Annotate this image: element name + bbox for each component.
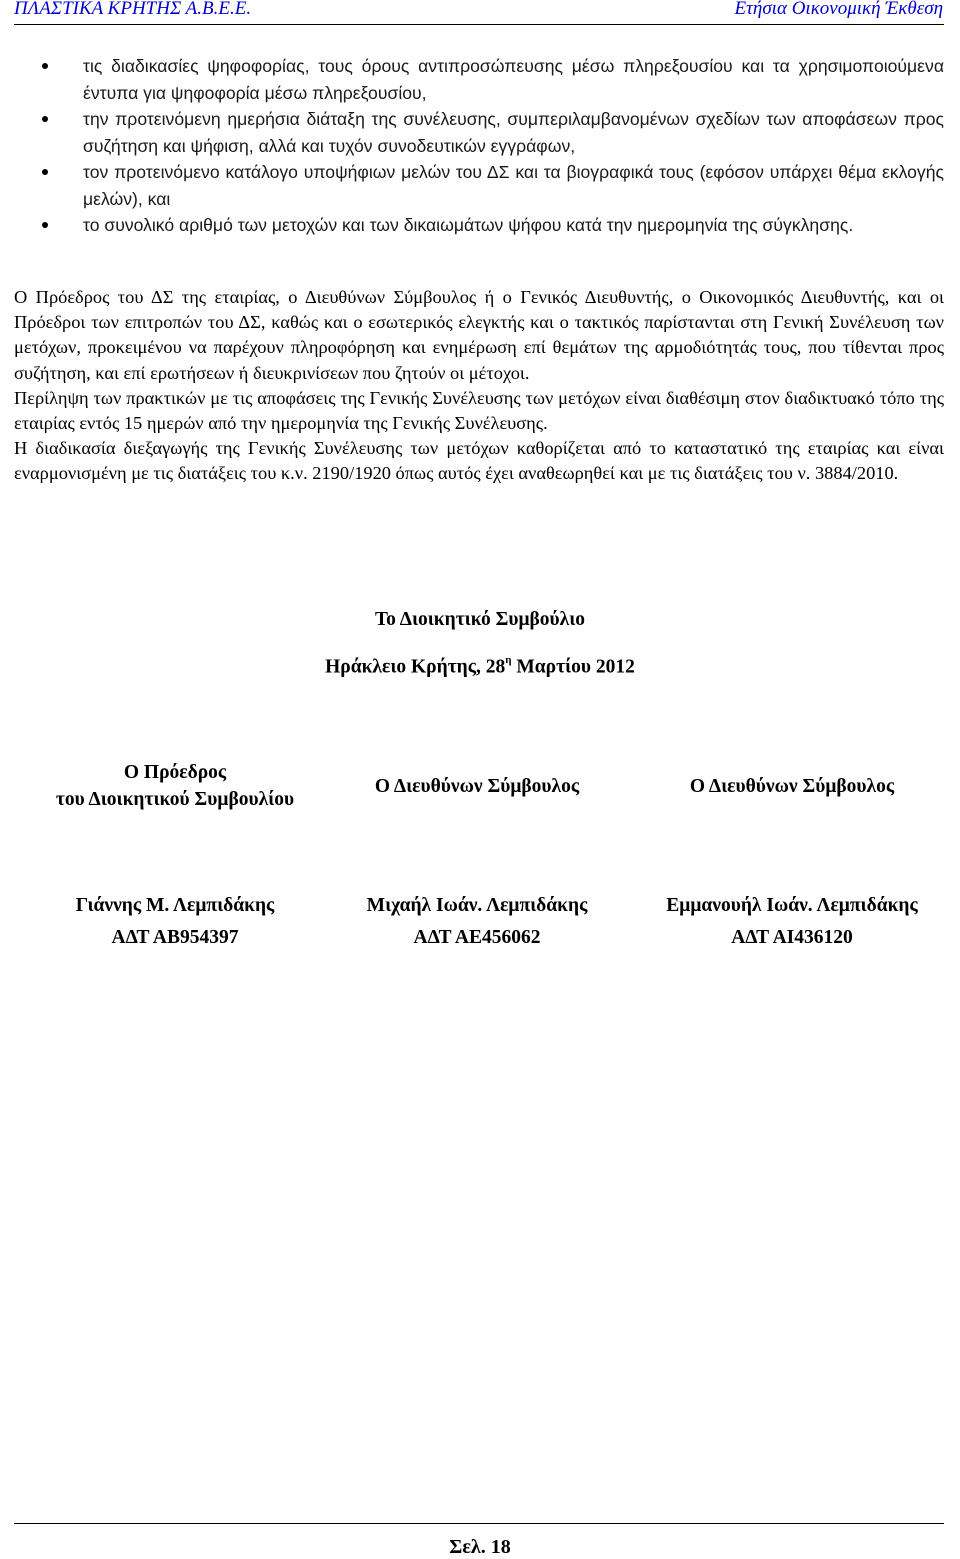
signatory-ceo-1 [322, 758, 632, 951]
signatory-id: ΑΔΤ ΑΒ954397 [111, 927, 239, 948]
bullet-icon [42, 116, 48, 122]
page-number: Σελ. 18 [449, 1536, 511, 1558]
signatory-name: Γιάννης Μ. Λεμπιδάκης [75, 895, 275, 916]
place-date: Ηράκλειο Κρήτης, $28^\eta$ Μαρτίου 2012 [325, 654, 635, 678]
footer-divider [14, 1523, 944, 1524]
signatory-role: Ο Πρόεδρος του Διοικητικού Συμβουλίου [55, 762, 295, 810]
report-title: Ετήσια Οικονομική Έκθεση [734, 0, 943, 19]
bullet-icon [42, 63, 48, 69]
bullet-list [18, 53, 944, 239]
list-item: τον προτεινόμενο κατάλογο υποψήφιων μελών του ΔΣ και τα βιογραφικά τους (εφόσον υπάρχει θέμα εκλογής μελών), και [18, 159, 944, 212]
body-text [14, 285, 944, 487]
paragraph-attendance: Ο Πρόεδρος του ΔΣ της εταιρίας, ο Διευθύνων Σύμβουλος ή ο Γενικός Διευθυντής, ο Οικονομικός Διευθυντής, και οι Πρόεδροι των επιτροπών του ΔΣ, καθώς και ο εσωτερικός ελεγκτής και ο τακτικός παρίστανται στη Γενική Συνέλευση των μετόχων, προκειμένου να παρέχουν πληροφόρηση και ενημέρωση επί θεμάτων της αρμοδιότητάς τους, που τίθενται προς συζήτηση, και επί ερωτήσεων ή διευκρινίσεων που ζητούν οι μέτοχοι. [14, 287, 944, 383]
signatory-name: Εμμανουήλ Ιωάν. Λεμπιδάκης [666, 895, 918, 916]
signatory-role: Ο Διευθύνων Σύμβουλος [374, 775, 580, 797]
signatory-name: Μιχαήλ Ιωάν. Λεμπιδάκης [366, 895, 588, 916]
header-divider [14, 24, 944, 25]
company-name: ΠΛΑΣΤΙΚΑ ΚΡΗΤΗΣ Α.Β.Ε.Ε. [14, 0, 252, 19]
signatory-id: ΑΔΤ ΑΕ456062 [413, 927, 541, 948]
signatory-id: ΑΔΤ ΑΙ436120 [731, 927, 853, 948]
signatory-role: Ο Διευθύνων Σύμβουλος [689, 775, 895, 797]
bullet-icon [42, 169, 48, 175]
list-item: τις διαδικασίες ψηφοφορίας, τους όρους αντιπροσώπευσης μέσω πληρεξουσίου και τα χρησιμοποιούμενα έντυπα για ψηφοφορία μέσω πληρεξουσίου, [18, 53, 944, 106]
list-item: την προτεινόμενη ημερήσια διάταξη της συνέλευσης, συμπεριλαμβανομένων σχεδίων των αποφάσεων προς συζήτηση και ψήφιση, αλλά και τυχόν συνοδευτικών εγγράφων, [18, 106, 944, 159]
paragraph-minutes: Περίληψη των πρακτικών με τις αποφάσεις της Γενικής Συνέλευσης των μετόχων είναι διαθέσιμη στον διαδικτυακό τόπο της εταιρίας εντός 15 ημερών από την ημερομηνία της Γενικής Συνέλευσης. [14, 387, 944, 434]
list-item: το συνολικό αριθμό των μετοχών και των δικαιωμάτων ψήφου κατά την ημερομηνία της σύγκλησης. [18, 212, 944, 239]
signatory-ceo-2 [637, 758, 947, 951]
signatory-chairman [20, 758, 330, 951]
board-title: Το Διοικητικό Συμβούλιο [374, 609, 586, 630]
bullet-icon [42, 222, 48, 228]
paragraph-procedure: Η διαδικασία διεξαγωγής της Γενικής Συνέλευσης των μετόχων καθορίζεται από το καταστατικό της εταιρίας και είναι εναρμονισμένη με τις διατάξεις του κ.ν. 2190/1920 όπως αυτός έχει αναθεωρηθεί και με τις διατάξεις του ν. 3884/2010. [14, 438, 944, 484]
page-header [0, 0, 960, 22]
